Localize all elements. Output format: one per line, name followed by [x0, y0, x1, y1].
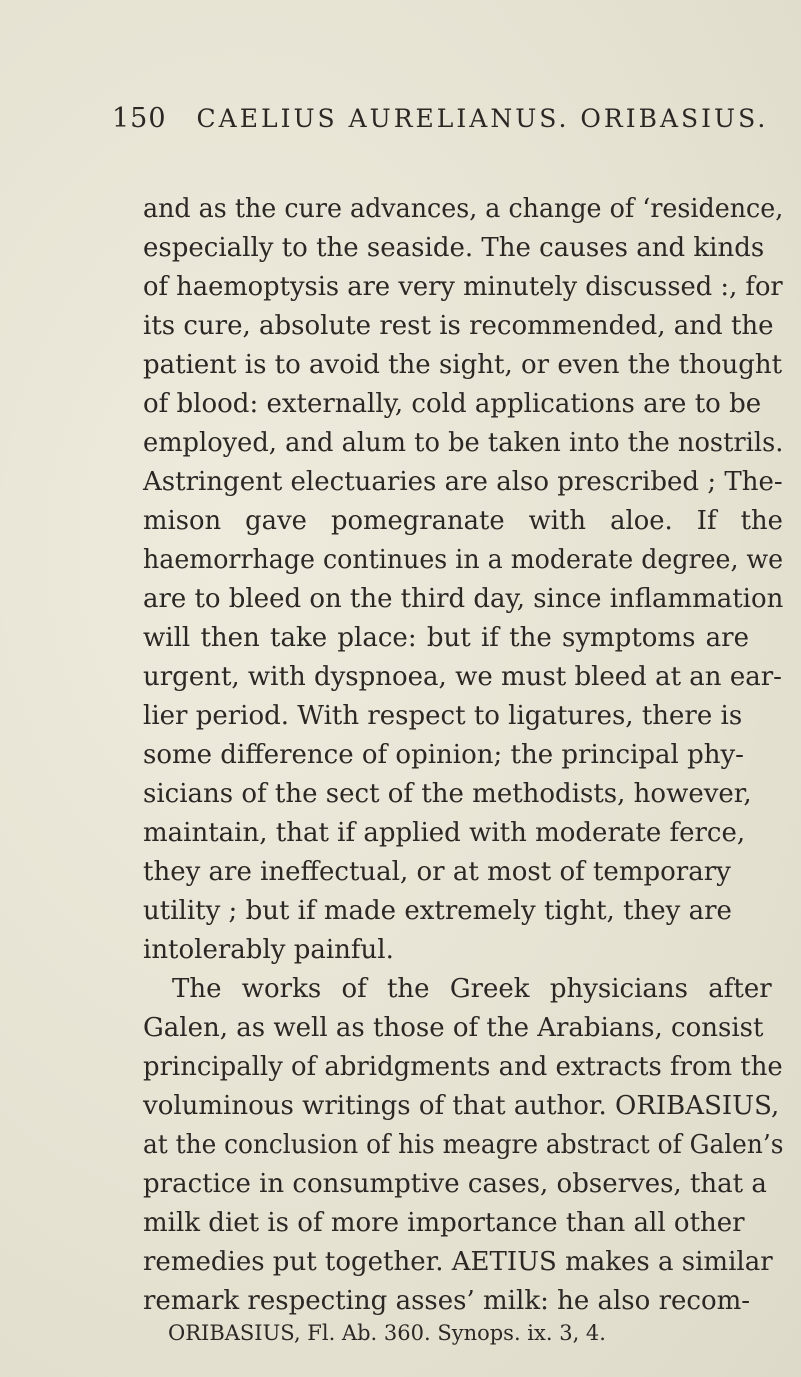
text-line: lier period. With respect to ligatures, there is — [143, 701, 743, 731]
text-line: urgent, with dyspnoea, we must bleed at an ear- — [143, 662, 782, 692]
text-line: utility ; but if made extremely tight, they are — [143, 896, 732, 926]
text-line: its cure, absolute rest is recommended, and the — [143, 311, 774, 341]
text-line: haemorrhage continues in a moderate degree, we — [143, 545, 784, 575]
text-line: practice in consumptive cases, observes, that a — [143, 1169, 767, 1199]
text-line: of haemoptysis are very minutely discussed :, for — [143, 272, 783, 302]
text-line: patient is to avoid the sight, or even the thought — [143, 350, 783, 380]
text-line: maintain, that if applied with moderate ferce, — [143, 818, 746, 848]
text-line: employed, and alum to be taken into the nostrils. — [143, 428, 784, 458]
text-line: will then take place: but if the symptoms are — [143, 623, 750, 653]
text-line: Galen, as well as those of the Arabians, consist — [143, 1013, 764, 1043]
text-line: Astringent electuaries are also prescribed ; The- — [143, 467, 783, 497]
running-title: CAELIUS AURELIANUS. ORIBASIUS. — [196, 104, 769, 133]
text-line: intolerably painful. — [143, 935, 394, 965]
page-number: 150 — [112, 103, 167, 134]
text-line: and as the cure advances, a change of ‘residence, — [143, 194, 784, 224]
text-line: especially to the seaside. The causes and kinds — [143, 233, 765, 263]
text-line: are to bleed on the third day, since inflammation — [143, 584, 784, 614]
text-line: some difference of opinion; the principal phy- — [143, 740, 744, 770]
text-line: The works of the Greek physicians after — [172, 974, 772, 1004]
footnote: ORIBASIUS, Fl. Ab. 360. Synops. ix. 3, 4. — [168, 1321, 606, 1345]
text-line: sicians of the sect of the methodists, however, — [143, 779, 752, 809]
text-line: at the conclusion of his meagre abstract of Galen’s — [143, 1130, 784, 1160]
text-line: remark respecting asses’ milk: he also recom- — [143, 1286, 751, 1316]
text-line: mison gave pomegranate with aloe. If the — [143, 506, 783, 536]
text-line: of blood: externally, cold applications are to be — [143, 389, 762, 419]
text-line: principally of abridgments and extracts from the — [143, 1052, 783, 1082]
text-line: they are ineffectual, or at most of temporary — [143, 857, 731, 887]
text-line: remedies put together. AETIUS makes a similar — [143, 1247, 773, 1277]
text-line: voluminous writings of that author. ORIBASIUS, — [143, 1091, 780, 1121]
text-line: milk diet is of more importance than all other — [143, 1208, 745, 1238]
